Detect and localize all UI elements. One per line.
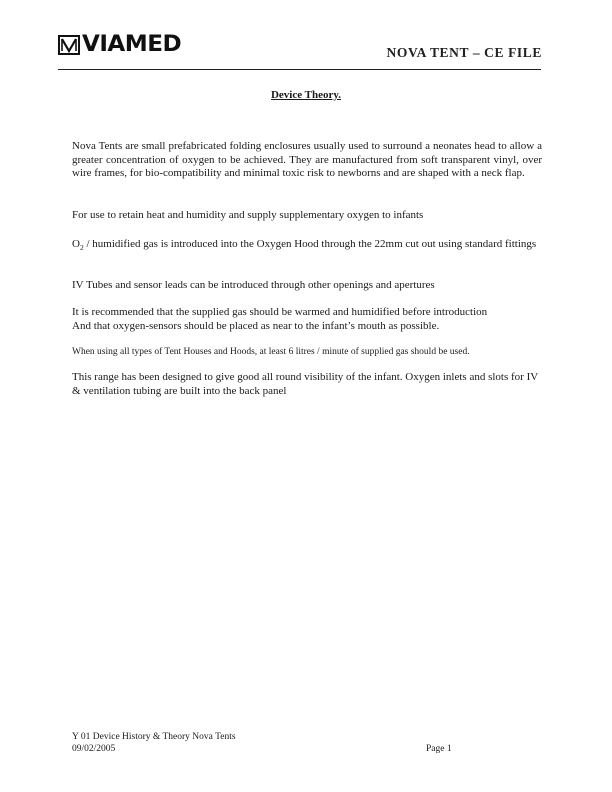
- paragraph-iv-tubes: IV Tubes and sensor leads can be introduced through other openings and apertures: [72, 279, 435, 291]
- paragraph-intended-use: For use to retain heat and humidity and supply supplementary oxygen to infants: [72, 209, 424, 221]
- footer-document-reference: Y 01 Device History & Theory Nova Tents: [72, 732, 236, 742]
- viamed-logo-mark-icon: [58, 35, 80, 55]
- header-divider: [58, 69, 541, 70]
- viamed-logo: [58, 32, 182, 57]
- recommendation-line-1: It is recommended that the supplied gas should be warmed and humidified before introduction: [72, 306, 488, 318]
- footer-date: 09/02/2005: [72, 743, 116, 754]
- paragraph-gas-introduction: [72, 238, 542, 255]
- document-title: NOVA TENT – CE FILE: [386, 45, 542, 60]
- oxygen-symbol: O: [72, 238, 80, 250]
- paragraph-recommendation: [72, 306, 542, 333]
- oxygen-subscript: 2: [79, 243, 84, 253]
- gas-introduction-text: / humidified gas is introduced into the Oxygen Hood through the 22mm cut out using standard fittings: [83, 238, 537, 250]
- footer-left: [72, 732, 236, 755]
- paragraph-nova-tents-description: Nova Tents are small prefabricated folding enclosures usually used to surround a neonates head to allow a greater concentration of oxygen to be achieved. They are manufactured from soft transparent vinyl, over wire frames, for bio-compatibility and minimal toxic risk to newborns and are shaped with a neck flap.: [72, 140, 542, 179]
- paragraph-gas-flow: When using all types of Tent Houses and Hoods, at least 6 litres / minute of supplied gas should be used.: [72, 347, 470, 357]
- recommendation-line-2: And that oxygen-sensors should be placed as near to the infant’s mouth as possible.: [72, 319, 440, 332]
- paragraph-visibility: This range has been designed to give good all round visibility of the infant. Oxygen inlets and slots for IV & ventilation tubing are built into the back panel: [72, 371, 538, 397]
- footer-page-number: Page 1: [426, 744, 452, 754]
- section-heading: Device Theory.: [270, 89, 342, 101]
- brand-name: VIAMED: [82, 32, 182, 57]
